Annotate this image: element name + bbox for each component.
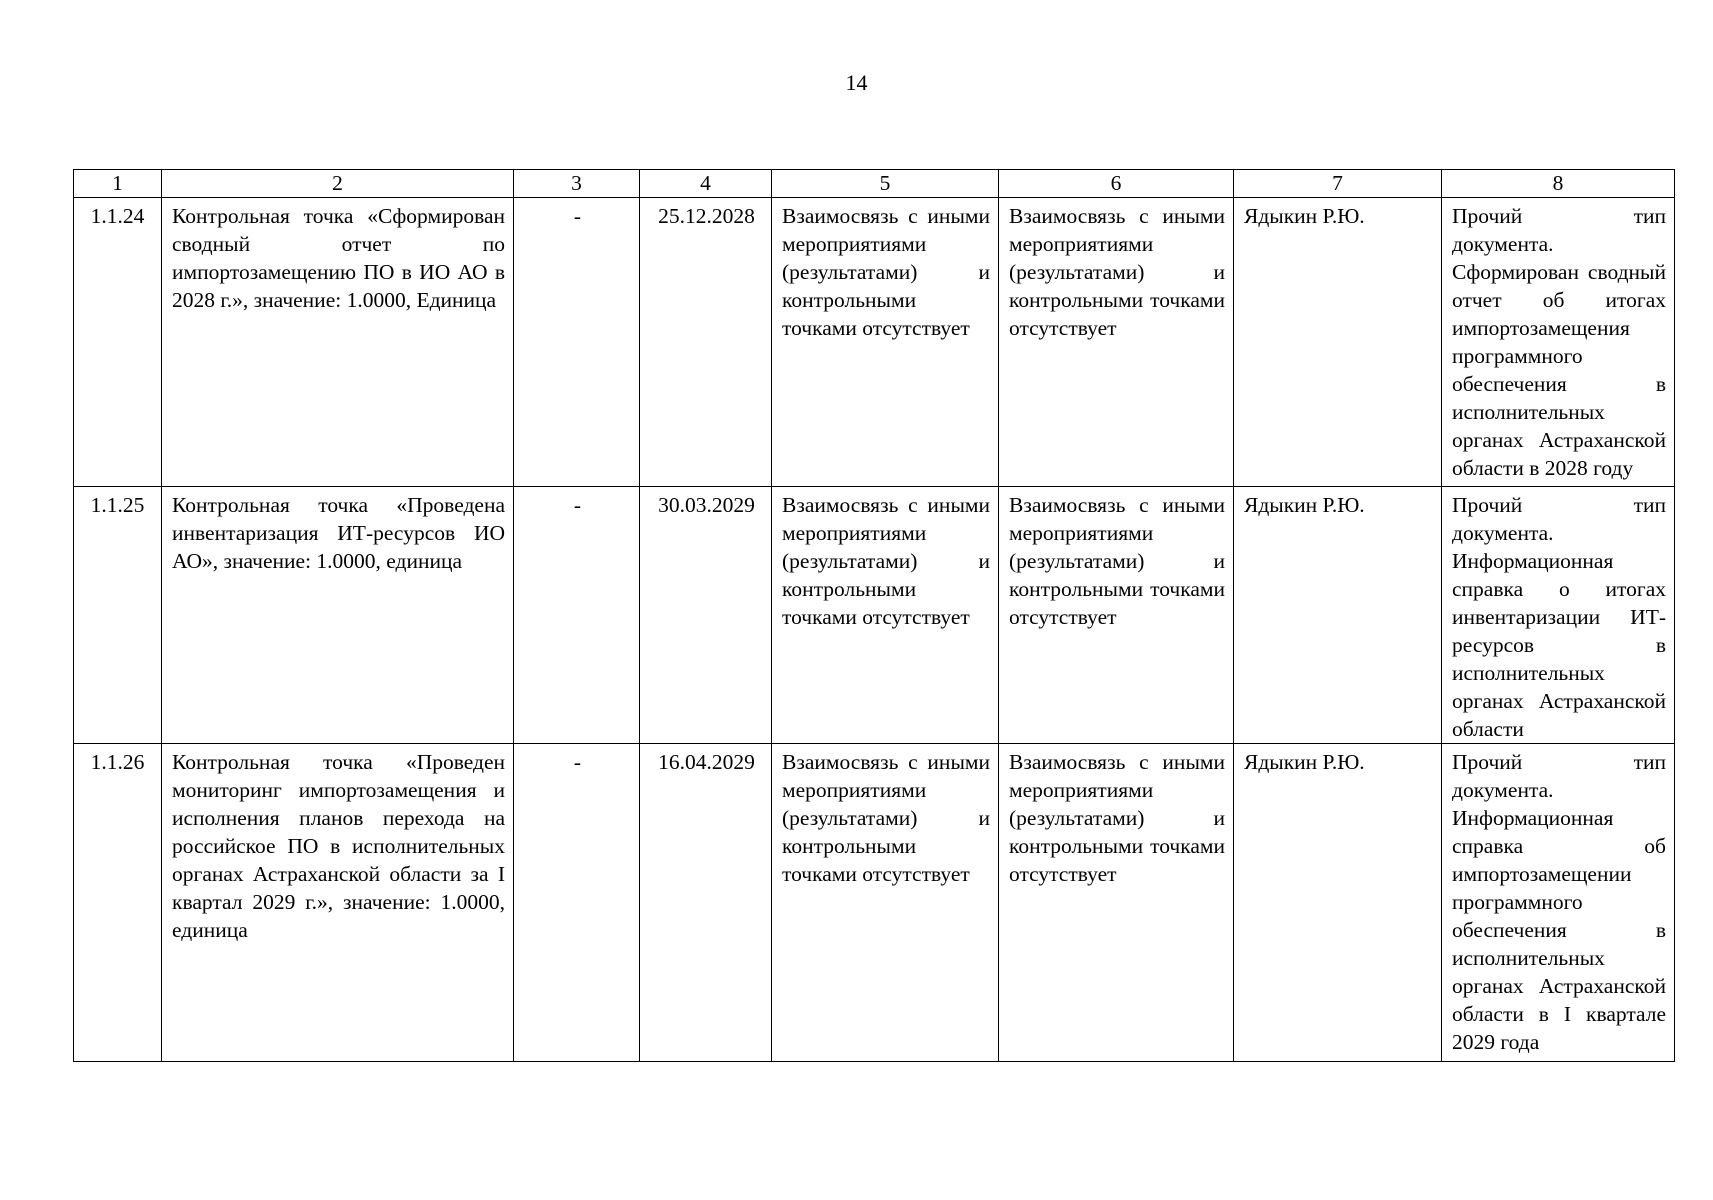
column-header: 6 [999, 170, 1234, 198]
checkpoint-name: Контрольная точка «Проведен мониторинг импортозамещения и исполнения планов перехода на российское ПО в исполнительных органах Астраханской области за I квартал 2029 г.», значение: 1.0000, единица [162, 744, 514, 1062]
column-header: 4 [640, 170, 772, 198]
column-header: 7 [1234, 170, 1442, 198]
column-header: 8 [1442, 170, 1675, 198]
relation-col6: Взаимосвязь с иными мероприятиями (результатами) и контрольными точками отсутствует [999, 744, 1234, 1062]
relation-col6: Взаимосвязь с иными мероприятиями (результатами) и контрольными точками отсутствует [999, 198, 1234, 487]
table-row [74, 487, 1675, 744]
checkpoint-name: Контрольная точка «Сформирован сводный отчет по импортозамещению ПО в ИО АО в 2028 г.», значение: 1.0000, Единица [162, 198, 514, 487]
responsible-person: Ядыкин Р.Ю. [1234, 744, 1442, 1062]
table-row [74, 198, 1675, 487]
responsible-person: Ядыкин Р.Ю. [1234, 487, 1442, 744]
column-header: 2 [162, 170, 514, 198]
due-date: 16.04.2029 [640, 744, 772, 1062]
relation-col5: Взаимосвязь с иными мероприятиями (результатами) и контрольными точками отсутствует [772, 744, 999, 1062]
table-header-row [74, 170, 1675, 198]
row-number: 1.1.25 [74, 487, 162, 744]
relation-col5: Взаимосвязь с иными мероприятиями (результатами) и контрольными точками отсутствует [772, 487, 999, 744]
document-type: Прочий тип документа. Информационная справка об импортозамещении программного обеспечения в исполнительных органах Астраханской области в I квартале 2029 года [1442, 744, 1675, 1062]
responsible-person: Ядыкин Р.Ю. [1234, 198, 1442, 487]
page-number: 14 [845, 70, 868, 95]
document-type: Прочий тип документа. Информационная справка о итогах инвентаризации ИТ-ресурсов в исполнительных органах Астраханской области [1442, 487, 1675, 744]
document-type: Прочий тип документа. Сформирован сводный отчет об итогах импортозамещения программного обеспечения в исполнительных органах Астраханской области в 2028 году [1442, 198, 1675, 487]
cell-col3: - [514, 744, 640, 1062]
row-number: 1.1.26 [74, 744, 162, 1062]
due-date: 25.12.2028 [640, 198, 772, 487]
cell-col3: - [514, 487, 640, 744]
relation-col6: Взаимосвязь с иными мероприятиями (результатами) и контрольными точками отсутствует [999, 487, 1234, 744]
column-header: 3 [514, 170, 640, 198]
checkpoint-name: Контрольная точка «Проведена инвентаризация ИТ-ресурсов ИО АО», значение: 1.0000, единица [162, 487, 514, 744]
measures-table [73, 169, 1675, 1062]
column-header: 1 [74, 170, 162, 198]
table-row [74, 744, 1675, 1062]
column-header: 5 [772, 170, 999, 198]
cell-col3: - [514, 198, 640, 487]
row-number: 1.1.24 [74, 198, 162, 487]
due-date: 30.03.2029 [640, 487, 772, 744]
relation-col5: Взаимосвязь с иными мероприятиями (результатами) и контрольными точками отсутствует [772, 198, 999, 487]
